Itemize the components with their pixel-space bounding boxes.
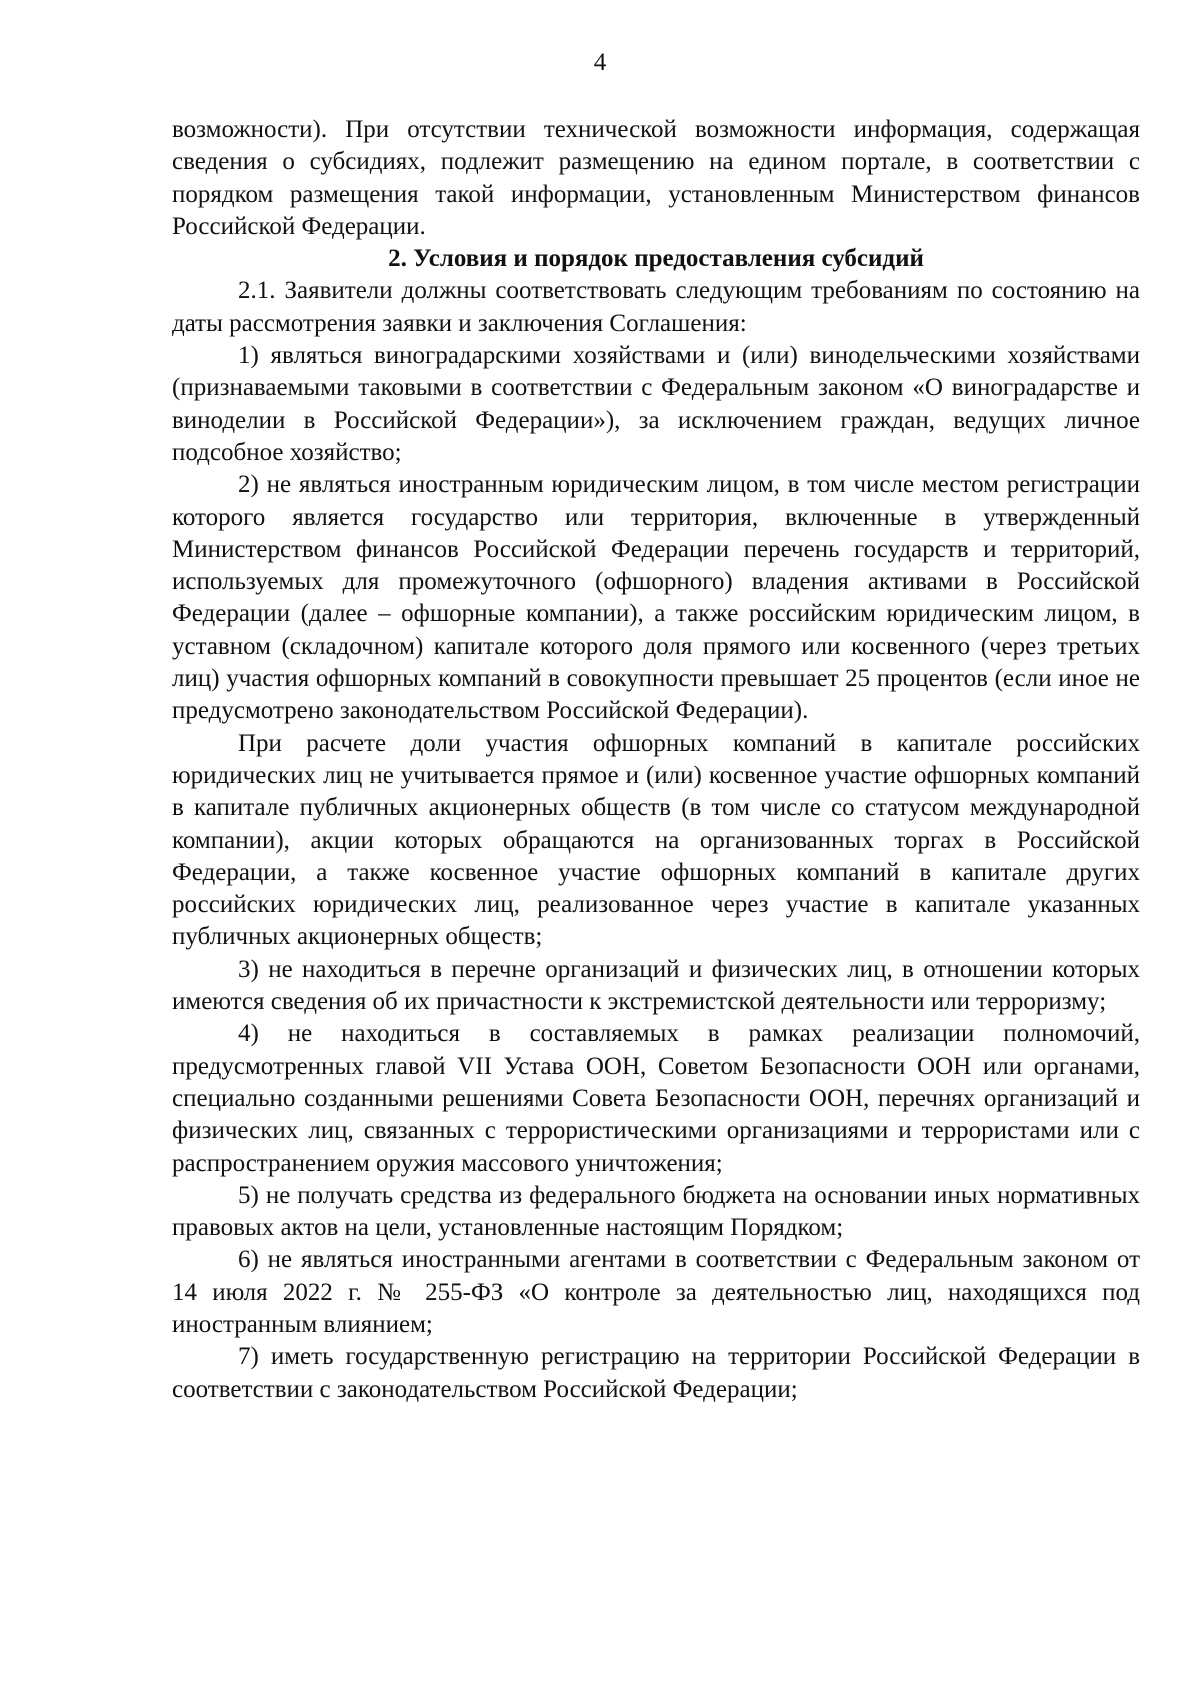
requirement-item-1: 1) являться виноградарскими хозяйствами и (или) винодельческими хозяйствами (признаваемыми таковыми в соответствии с Федеральным законом «О виноградарстве и виноделии в Российской Федерации»), за исключением граждан, ведущих личное подсобное хозяйство; bbox=[172, 342, 1140, 466]
requirement-item-4: 4) не находиться в составляемых в рамках реализации полномочий, предусмотренных главой VII Устава ООН, Советом Безопасности ООН или органами, специально созданными решениями Совета Безопасности ООН, перечнях организаций и физических лиц, связанных с террористическими организациями и террористами или с распространением оружия массового уничтожения; bbox=[172, 1020, 1140, 1177]
requirement-item-3: 3) не находиться в перечне организаций и физических лиц, в отношении которых имеются сведения об их причастности к экстремистской деятельности или терроризму; bbox=[172, 955, 1140, 1016]
requirement-item-2-note: При расчете доли участия офшорных компаний в капитале российских юридических лиц не учитывается прямое и (или) косвенное участие офшорных компаний в капитале публичных акционерных обществ (в том числе со статусом международной компании), акции которых обращаются на организованных торгах в Российской Федерации, а также косвенное участие офшорных компаний в капитале других российских юридических лиц, реализованное через участие в капитале указанных публичных акционерных обществ; bbox=[172, 729, 1140, 951]
requirement-item-6: 6) не являться иностранными агентами в соответствии с Федеральным законом от 14 июля 2022 г. № 255-ФЗ «О контроле за деятельностью лиц, находящихся под иностранным влиянием; bbox=[172, 1246, 1140, 1338]
page-number: 4 bbox=[593, 49, 607, 76]
intro-paragraph: возможности). При отсутствии технической возможности информация, содержащая сведения о субсидиях, подлежит размещению на едином портале, в соответствии с порядком размещения такой информации, установленным Министерством финансов Российской Федерации. bbox=[172, 116, 1140, 240]
paragraph-2-1: 2.1. Заявители должны соответствовать следующим требованиям по состоянию на даты рассмотрения заявки и заключения Соглашения: bbox=[172, 277, 1140, 337]
requirement-item-7: 7) иметь государственную регистрацию на территории Российской Федерации в соответствии с законодательством Российской Федерации; bbox=[172, 1343, 1140, 1403]
requirement-item-5: 5) не получать средства из федерального бюджета на основании иных нормативных правовых актов на цели, установленные настоящим Порядком; bbox=[172, 1181, 1140, 1242]
requirement-item-2: 2) не являться иностранным юридическим лицом, в том числе местом регистрации которого является государство или территория, включенные в утвержденный Министерством финансов Российской Федерации перечень государств и территорий, используемых для промежуточного (офшорного) владения активами в Российской Федерации (далее – офшорные компании), а также российским юридическим лицом, в уставном (складочном) капитале которого доля прямого или косвенного (через третьих лиц) участия офшорных компаний в совокупности превышает 25 процентов (если иное не предусмотрено законодательством Российской Федерации). bbox=[172, 471, 1140, 725]
section-heading: 2. Условия и порядок предоставления субсидий bbox=[388, 245, 924, 273]
document-body bbox=[172, 114, 1140, 1406]
